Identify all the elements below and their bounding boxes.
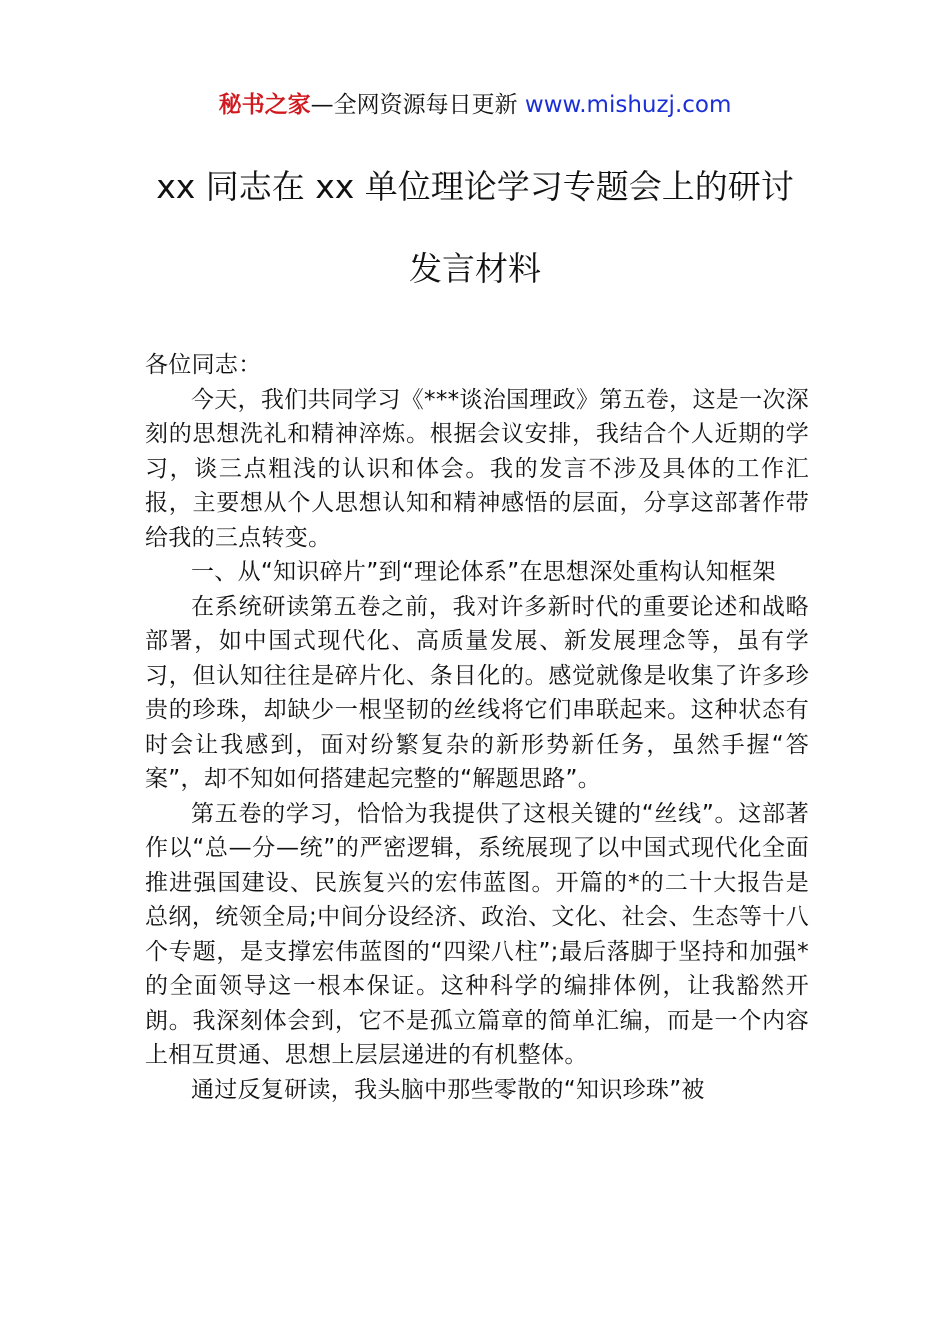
site-header [0,88,950,122]
paragraph-intro: 今天，我们共同学习《***谈治国理政》第五卷，这是一次深刻的思想洗礼和精神淬炼。根据会议安排，我结合个人近期的学习，谈三点粗浅的认识和体会。我的发言不涉及具体的工作汇报，主要想从个人思想认知和精神感悟的层面，分享这部著作带给我的三点转变。 [145,386,809,551]
site-url-link[interactable]: www.mishuzj.com [524,92,732,118]
paragraph-section-1-b: 第五卷的学习，恰恰为我提供了这根关键的“丝线”。这部著作以“总—分—统”的严密逻辑，系统展现了以中国式现代化全面推进强国建设、民族复兴的宏伟蓝图。开篇的*的二十大报告是总纲，统领全局;中间分设经济、政治、文化、社会、生态等十八个专题，是支撑宏伟蓝图的“四梁八柱”;最后落脚于坚持和加强*的全面领导这一根本保证。这种科学的编排体例，让我豁然开朗。我深刻体会到，它不是孤立篇章的简单汇编，而是一个内容上相互贯通、思想上层层递进的有机整体。 [145,800,809,1068]
site-brand: 秘书之家 [218,92,311,118]
paragraph-section-1-a: 在系统研读第五卷之前，我对许多新时代的重要论述和战略部署，如中国式现代化、高质量发展、新发展理念等，虽有学习，但认知往往是碎片化、条目化的。感觉就像是收集了许多珍贵的珍珠，却缺少一根坚韧的丝线将它们串联起来。这种状态有时会让我感到，面对纷繁复杂的新形势新任务，虽然手握“答案”，却不知如何搭建起完整的“解题思路”。 [145,593,809,792]
section-heading-1: 一、从“知识碎片”到“理论体系”在思想深处重构认知框架 [191,559,776,585]
salutation: 各位同志： [145,352,262,378]
site-tagline: —全网资源每日更新 [310,92,525,118]
document-body [145,348,809,1107]
document-title-line-2: 发言材料 [409,249,541,288]
document-title [100,160,850,296]
paragraph-section-1-c: 通过反复研读，我头脑中那些零散的“知识珍珠”被 [191,1076,705,1103]
document-title-line-1: xx 同志在 xx 单位理论学习专题会上的研讨 [156,167,794,206]
